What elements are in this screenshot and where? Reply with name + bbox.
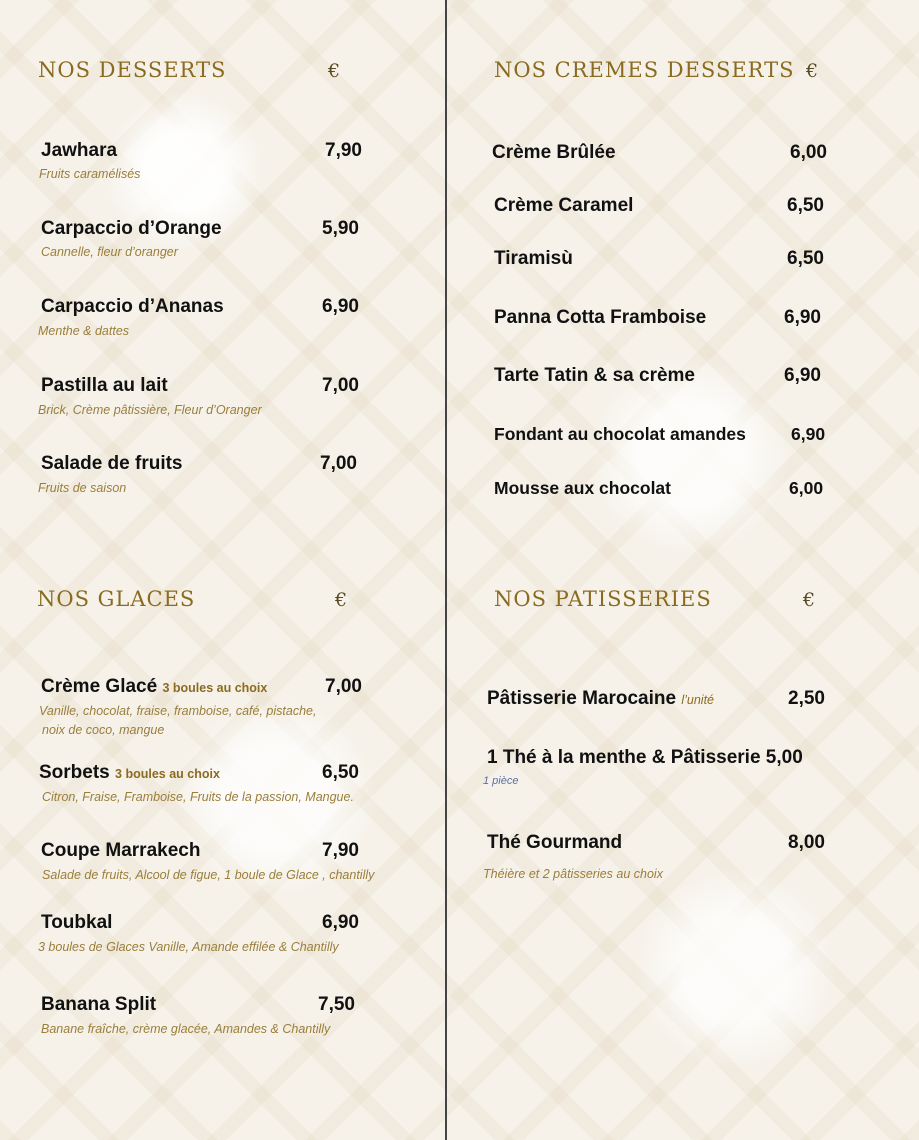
menu-item-price: 6,00 (790, 142, 827, 163)
menu-item-price: 6,90 (322, 912, 359, 933)
menu-item-price: 7,90 (322, 840, 359, 861)
menu-item-price: 6,50 (322, 762, 359, 783)
column-divider (445, 0, 447, 1140)
menu-item-description: Menthe & dattes (38, 324, 130, 338)
euro-symbol-cremes: € (806, 60, 819, 82)
menu-item-price: 2,50 (788, 688, 825, 709)
menu-item-tag: 3 boules au choix (162, 681, 268, 695)
menu-item-name: Carpaccio d’Ananas (41, 296, 224, 317)
menu-item-name: Panna Cotta Framboise (494, 307, 707, 328)
menu-item-name (41, 676, 267, 698)
menu-item-description: Salade de fruits, Alcool de figue, 1 boule de Glace , chantilly (42, 868, 375, 882)
menu-item-price: 8,00 (788, 832, 825, 853)
menu-item-price: 7,00 (325, 676, 362, 697)
menu-item-price: 6,00 (789, 478, 824, 498)
menu-item-name-text: Pâtisserie Marocaine (487, 688, 677, 709)
menu-item-name: Carpaccio d’Orange (41, 218, 222, 239)
menu-item-description: 1 pièce (483, 775, 519, 787)
section-title-patisseries: NOS PATISSERIES (494, 587, 712, 611)
menu-item-name: Toubkal (41, 912, 113, 933)
menu-item-price: 5,00 (765, 747, 803, 768)
menu-item-description: Brick, Crème pâtissière, Fleur d’Oranger (38, 403, 262, 417)
menu-item-description: Vanille, chocolat, fraise, framboise, café, pistache, (39, 704, 317, 718)
menu-item-name: Banana Split (41, 994, 157, 1015)
menu-item-price: 6,90 (784, 307, 821, 328)
menu-item-price: 6,90 (784, 365, 821, 386)
menu-item-description: Fruits de saison (38, 481, 127, 495)
menu-item-name-text: Crème Glacé (41, 676, 158, 697)
menu-item-name: Crème Brûlée (492, 142, 616, 163)
section-title-desserts: NOS DESSERTS (38, 58, 227, 82)
menu-item-price: 6,50 (787, 248, 824, 269)
menu-item-description: 3 boules de Glaces Vanille, Amande effilée & Chantilly (38, 940, 339, 954)
menu-item-price: 7,90 (325, 140, 362, 161)
menu-item-name-text: 1 Thé à la menthe & Pâtisserie (487, 747, 761, 768)
menu-item-price: 6,90 (322, 296, 359, 317)
menu-item-tag: l’unité (681, 693, 714, 707)
menu-item-name: Tarte Tatin & sa crème (494, 365, 695, 386)
menu-item-name: Mousse aux chocolat (494, 478, 671, 498)
menu-item-description: Théière et 2 pâtisseries au choix (483, 867, 663, 881)
menu-item-name: Tiramisù (494, 248, 573, 269)
euro-symbol-glaces: € (335, 589, 348, 611)
menu-item-price: 7,00 (320, 453, 357, 474)
euro-symbol-patisseries: € (803, 589, 816, 611)
menu-item-name-text: Sorbets (39, 762, 110, 783)
menu-item-description: Banane fraîche, crème glacée, Amandes & Chantilly (41, 1022, 331, 1036)
menu-item-name (487, 747, 803, 769)
menu-item-name (39, 762, 220, 784)
menu-item-name: Crème Caramel (494, 195, 634, 216)
menu-item-name: Salade de fruits (41, 453, 183, 474)
menu-item-price: 5,90 (322, 218, 359, 239)
menu-item-description: Cannelle, fleur d’oranger (41, 245, 178, 259)
menu-item-name: Coupe Marrakech (41, 840, 201, 861)
menu-item-name: Fondant au chocolat amandes (494, 424, 746, 444)
menu-item-name: Jawhara (41, 140, 118, 161)
menu-item-description-line2: noix de coco, mangue (42, 723, 165, 737)
menu-item-name: Pastilla au lait (41, 375, 168, 396)
menu-item-name: Thé Gourmand (487, 832, 623, 853)
menu-item-name (487, 688, 714, 710)
section-title-cremes: NOS CREMES DESSERTS (494, 58, 795, 82)
section-title-glaces: NOS GLACES (37, 587, 196, 611)
menu-item-description: Fruits caramélisés (39, 167, 141, 181)
menu-item-tag: 3 boules au choix (115, 767, 220, 781)
menu-item-price: 6,90 (791, 424, 826, 444)
menu-item-price: 7,50 (318, 994, 355, 1015)
menu-item-price: 7,00 (322, 375, 359, 396)
euro-symbol-desserts: € (328, 60, 341, 82)
menu-item-price: 6,50 (787, 195, 824, 216)
menu-item-description: Citron, Fraise, Framboise, Fruits de la passion, Mangue. (42, 790, 354, 804)
